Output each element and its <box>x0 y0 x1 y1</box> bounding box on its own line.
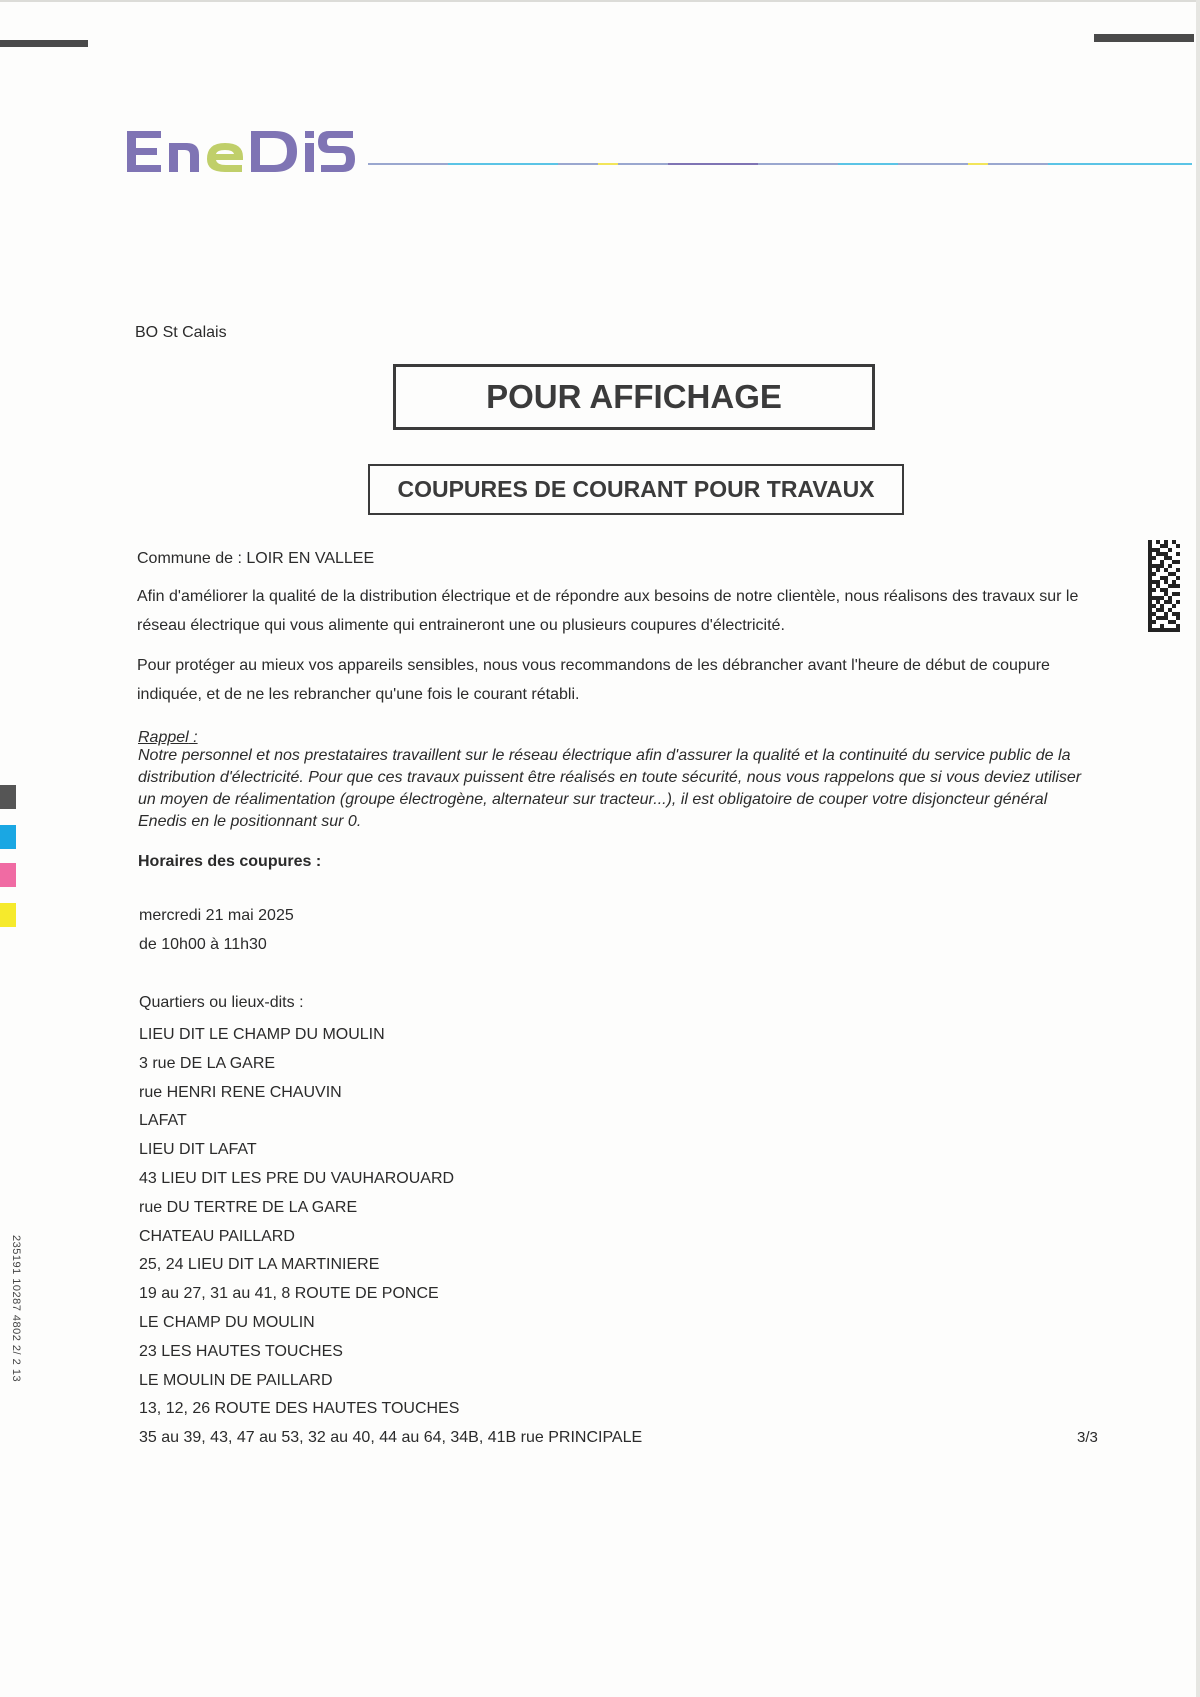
schedule-time: de 10h00 à 11h30 <box>139 936 267 953</box>
page-number: 3/3 <box>1077 1429 1098 1446</box>
rappel-label-text: Rappel <box>138 729 189 746</box>
registration-mark-right <box>1094 34 1194 42</box>
paragraph-protection: Pour protéger au mieux vos appareils sensibles, nous vous recommandons de les débrancher avant l'heure de début de coupure indiquée, et de ne les rebrancher qu'une fois le courant rétabli. <box>137 657 1050 703</box>
quartiers-label: Quartiers ou lieux-dits : <box>139 994 304 1011</box>
list-item: LAFAT <box>139 1112 187 1130</box>
list-item: LE MOULIN DE PAILLARD <box>139 1371 333 1389</box>
list-item: rue DU TERTRE DE LA GARE <box>139 1198 358 1216</box>
sender: BO St Calais <box>135 324 227 341</box>
list-item: 25, 24 LIEU DIT LA MARTINIERE <box>139 1256 380 1274</box>
rappel-colon: : <box>188 729 198 746</box>
list-item: LIEU DIT LE CHAMP DU MOULIN <box>139 1026 385 1043</box>
heading-coupures-text: COUPURES DE COURANT POUR TRAVAUX <box>397 476 875 502</box>
color-bar-magenta <box>0 863 16 887</box>
schedule-date: mercredi 21 mai 2025 <box>139 907 294 924</box>
list-item: 13, 12, 26 ROUTE DES HAUTES TOUCHES <box>139 1400 460 1418</box>
places-list <box>139 1023 642 1455</box>
side-barcode-text: 235191 10287 4802 2/ 2 13 <box>10 1235 22 1383</box>
color-bar-gray <box>0 785 16 809</box>
list-item: 35 au 39, 43, 47 au 53, 32 au 40, 44 au 64, 34B, 41B rue PRINCIPALE <box>139 1429 643 1447</box>
paragraph-intro: Afin d'améliorer la qualité de la distribution électrique et de répondre aux besoins de notre clientèle, nous réalisons des travaux sur le réseau électrique qui vous alimente qui entraineront une ou plusieurs coupures d'électricité. <box>137 588 1079 634</box>
list-item: LE CHAMP DU MOULIN <box>139 1313 315 1331</box>
commune: Commune de : LOIR EN VALLEE <box>137 550 375 567</box>
logo-divider-line <box>368 162 1192 166</box>
color-bar-cyan <box>0 825 16 849</box>
scan-top-edge <box>0 0 1200 2</box>
list-item: 3 rue DE LA GARE <box>139 1054 276 1072</box>
heading-pour-affichage-text: POUR AFFICHAGE <box>486 378 782 415</box>
horaires-label: Horaires des coupures : <box>138 853 322 870</box>
list-item: rue HENRI RENE CHAUVIN <box>139 1083 342 1101</box>
registration-mark-left <box>0 40 88 47</box>
scan-right-edge <box>1196 0 1200 1697</box>
list-item: CHATEAU PAILLARD <box>139 1227 295 1245</box>
color-bar-yellow <box>0 903 16 927</box>
datamatrix-code-icon <box>1148 540 1180 632</box>
heading-coupures <box>368 464 904 515</box>
list-item: 23 LES HAUTES TOUCHES <box>139 1342 343 1360</box>
enedis-logo <box>125 125 357 177</box>
list-item: 19 au 27, 31 au 41, 8 ROUTE DE PONCE <box>139 1285 439 1303</box>
list-item: 43 LIEU DIT LES PRE DU VAUHAROUARD <box>139 1169 455 1187</box>
heading-pour-affichage <box>393 364 875 430</box>
rappel-text: Notre personnel et nos prestataires travaillent sur le réseau électrique afin d'assurer la qualité et la continuité du service public de la distribution d'électricité. Pour que ces travaux puissent être réalisés en toute sécurité, nous vous rappelons que si vous deviez utiliser un moyen de réalimentation (groupe électrogène, alternateur sur tracteur...), il est obligatoire de couper votre disjoncteur général Enedis en le positionnant sur 0. <box>138 747 1082 830</box>
list-item: LIEU DIT LAFAT <box>139 1141 257 1159</box>
